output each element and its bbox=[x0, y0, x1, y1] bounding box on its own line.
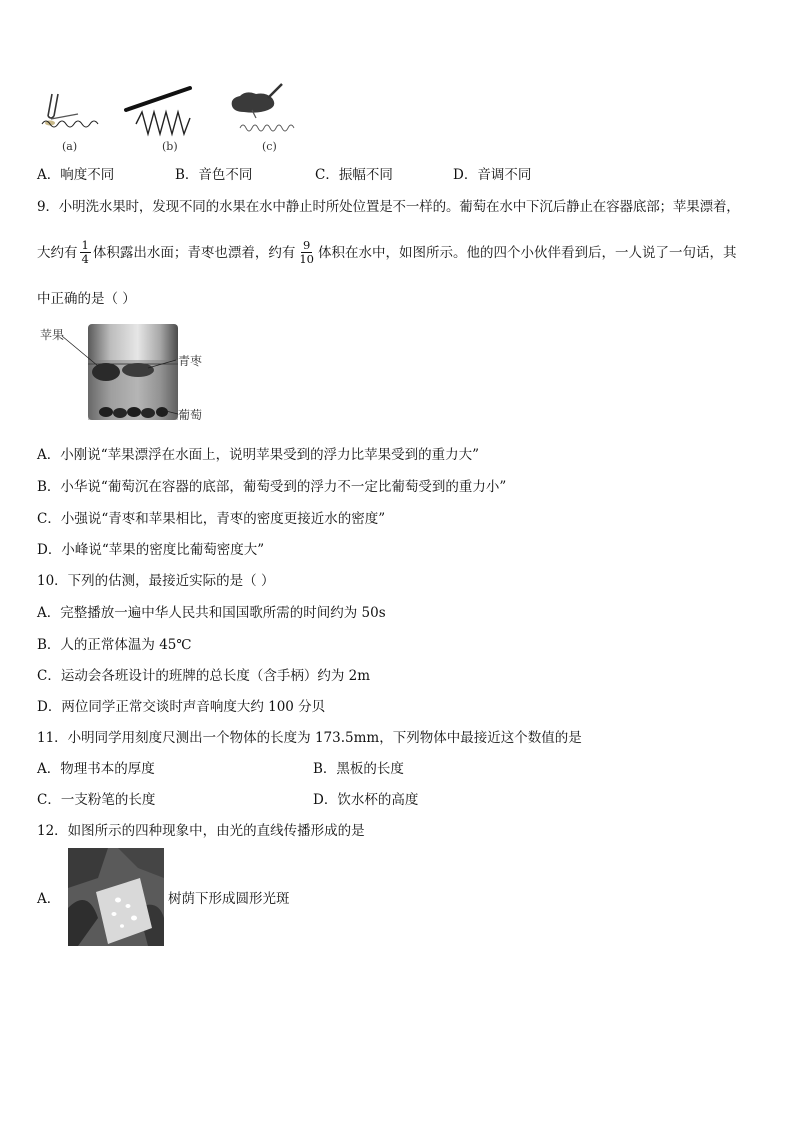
q9-label-apple: 苹果 bbox=[40, 328, 65, 342]
q11-option-c: C．一支粉笔的长度 bbox=[37, 792, 156, 808]
q9-option-a: A．小刚说“苹果漂浮在水面上，说明苹果受到的浮力比苹果受到的重力大” bbox=[37, 447, 480, 463]
option-letter: D． bbox=[453, 167, 478, 183]
tree-shade-light-spots-icon bbox=[68, 848, 164, 946]
option-letter: A． bbox=[37, 167, 61, 183]
q9-stem-line3: 中正确的是（ ） bbox=[37, 291, 136, 307]
q12-option-a-letter: A． bbox=[37, 891, 61, 907]
flute-icon bbox=[120, 84, 198, 140]
violin-icon bbox=[222, 80, 304, 140]
q9-option-d: D．小峰说“苹果的密度比葡萄密度大” bbox=[37, 542, 265, 558]
q11-stem: 11．小明同学用刻度尺测出一个物体的长度为 173.5mm，下列物体中最接近这个数值的是 bbox=[37, 730, 582, 746]
q12-stem: 12．如图所示的四种现象中，由光的直线传播形成的是 bbox=[37, 823, 365, 839]
q10-option-a: A．完整播放一遍中华人民共和国国歌所需的时间约为 50s bbox=[37, 605, 386, 621]
q9-stem-line2 bbox=[37, 236, 736, 270]
fraction-nine-tenths bbox=[297, 239, 316, 266]
q8-option-c bbox=[315, 166, 393, 184]
q10-stem: 10．下列的估测，最接近实际的是（ ） bbox=[37, 573, 275, 589]
q9-line2-mid: 体积露出水面；青枣也漂着，约有 bbox=[92, 245, 296, 261]
q9-label-jujube: 青枣 bbox=[178, 354, 203, 368]
fraction-denominator: 10 bbox=[299, 251, 314, 266]
q9-line2-post: 体积在水中，如图所示。他的四个小伙伴看到后，一人说了一句话，其 bbox=[317, 245, 737, 261]
q10-option-b: B．人的正常体温为 45℃ bbox=[37, 637, 192, 653]
q9-option-b: B．小华说“葡萄沉在容器的底部，葡萄受到的浮力不一定比葡萄受到的重力小” bbox=[37, 479, 507, 495]
option-text: 音色不同 bbox=[198, 167, 253, 183]
q9-label-grape: 葡萄 bbox=[178, 408, 203, 422]
q9-option-c: C．小强说“青枣和苹果相比，青枣的密度更接近水的密度” bbox=[37, 511, 386, 527]
q11-option-b: B．黑板的长度 bbox=[313, 761, 404, 777]
fraction-denominator: 4 bbox=[81, 251, 89, 266]
q8-figure-c-label: (c) bbox=[262, 140, 277, 153]
option-text: 振幅不同 bbox=[338, 167, 393, 183]
q8-option-a bbox=[37, 166, 114, 184]
q12-option-a-text: 树荫下形成圆形光斑 bbox=[168, 891, 290, 907]
q8-figure-a bbox=[38, 92, 104, 138]
fraction-numerator: 1 bbox=[81, 237, 89, 252]
q9-stem-line1: 9．小明洗水果时，发现不同的水果在水中静止时所处位置是不一样的。葡萄在水中下沉后静止在容器底部；苹果漂着， bbox=[37, 199, 740, 215]
option-letter: C． bbox=[315, 167, 339, 183]
tuning-fork-icon bbox=[38, 92, 104, 138]
q10-option-d: D．两位同学正常交谈时声音响度大约 100 分贝 bbox=[37, 699, 326, 715]
q8-figure-c bbox=[222, 80, 304, 140]
option-letter: B． bbox=[175, 167, 199, 183]
q8-option-b bbox=[175, 166, 252, 184]
q11-option-a: A．物理书本的厚度 bbox=[37, 761, 155, 777]
option-text: 响度不同 bbox=[60, 167, 115, 183]
q8-figure-b-label: (b) bbox=[162, 140, 178, 153]
fraction-one-quarter bbox=[80, 239, 91, 266]
fraction-numerator: 9 bbox=[302, 237, 311, 252]
q10-option-c: C．运动会各班设计的班牌的总长度（含手柄）约为 2m bbox=[37, 668, 371, 684]
q8-figure-b bbox=[120, 84, 198, 140]
q8-figure-a-label: (a) bbox=[62, 140, 78, 153]
q9-line2-pre: 大约有 bbox=[37, 245, 78, 261]
q8-option-d bbox=[453, 166, 531, 184]
q11-option-d: D．饮水杯的高度 bbox=[313, 792, 419, 808]
q12-option-a-photo bbox=[68, 848, 164, 946]
option-text: 音调不同 bbox=[477, 167, 532, 183]
